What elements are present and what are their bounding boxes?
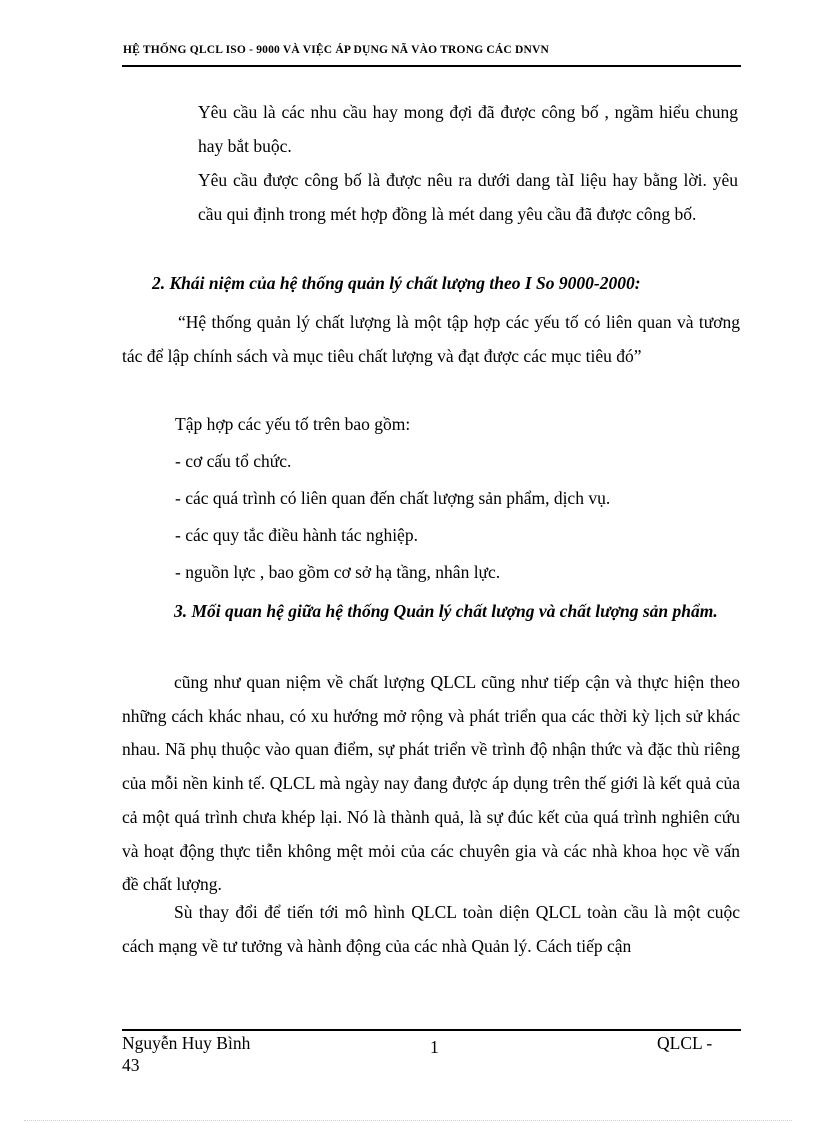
paragraph-qms-evolution: cũng như quan niệm về chất lượng QLCL cũng như tiếp cận và thực hiện theo những cách khác nhau, có xu hướng mở rộng và phát triển qua các thời kỳ lịch sử khác nhau. Nã phụ thuộc vào quan điểm, sự phát triển về trình độ nhận thức và đặc thù riêng của mỗi nền kinh tế. QLCL mà ngày nay đang được áp dụng trên thế giới là kết quả của cả một quá trình chưa khép lại. Nó là thành quả, là sự đúc kết của quá trình nghiên cứu và hoạt động thực tiễn không mệt mỏi của các chuyên gia và các nhà khoa học về vấn đề chất lượng. [122, 672, 740, 895]
list-item: - các quá trình có liên quan đến chất lượng sản phẩm, dịch vụ. [175, 488, 611, 508]
paragraph-stated-requirement: Yêu cầu được công bố là được nêu ra dưới dang tàI liệu hay bằng lời. yêu cầu qui định trong mét hợp đồng là mét dang yêu cầu đã được công bố. [198, 170, 738, 224]
footer-class-number: 43 [122, 1055, 140, 1075]
section-heading-2: 2. Khái niệm của hệ thống quản lý chất lượng theo I So 9000-2000: [152, 273, 641, 293]
paragraph-requirement-definition: Yêu cầu là các nhu cầu hay mong đợi đã được công bố , ngầm hiểu chung hay bắt buộc. [198, 102, 738, 156]
header-divider [122, 65, 741, 67]
list-item: - các quy tắc điều hành tác nghiệp. [175, 525, 418, 545]
footer-author: Nguyễn Huy Bình [122, 1033, 251, 1053]
page-header-title: HỆ THỐNG QLCL ISO - 9000 VÀ VIỆC ÁP DỤNG NÃ VÀO TRONG CÁC DNVN [123, 44, 550, 56]
list-item: - nguồn lực , bao gồm cơ sở hạ tầng, nhân lực. [175, 562, 501, 582]
footer-course: QLCL - [657, 1033, 713, 1053]
page-edge-divider [24, 1120, 792, 1121]
footer-divider [122, 1029, 741, 1031]
list-item: - cơ cấu tổ chức. [175, 451, 292, 471]
section-heading-3: 3. Mối quan hệ giữa hệ thống Quản lý chất lượng và chất lượng sản phẩm. [174, 601, 718, 621]
elements-intro: Tập hợp các yếu tố trên bao gồm: [175, 414, 411, 434]
footer-page-number: 1 [430, 1037, 439, 1057]
paragraph-qms-transition: Sù thay đổi để tiến tới mô hình QLCL toàn diện QLCL toàn cầu là một cuộc cách mạng về tư tưởng và hành động của các nhà Quản lý. Cách tiếp cận [122, 902, 740, 956]
paragraph-qms-definition: “Hệ thống quản lý chất lượng là một tập hợp các yếu tố có liên quan và tương tác để lập chính sách và mục tiêu chất lượng và đạt được các mục tiêu đó” [122, 312, 740, 366]
